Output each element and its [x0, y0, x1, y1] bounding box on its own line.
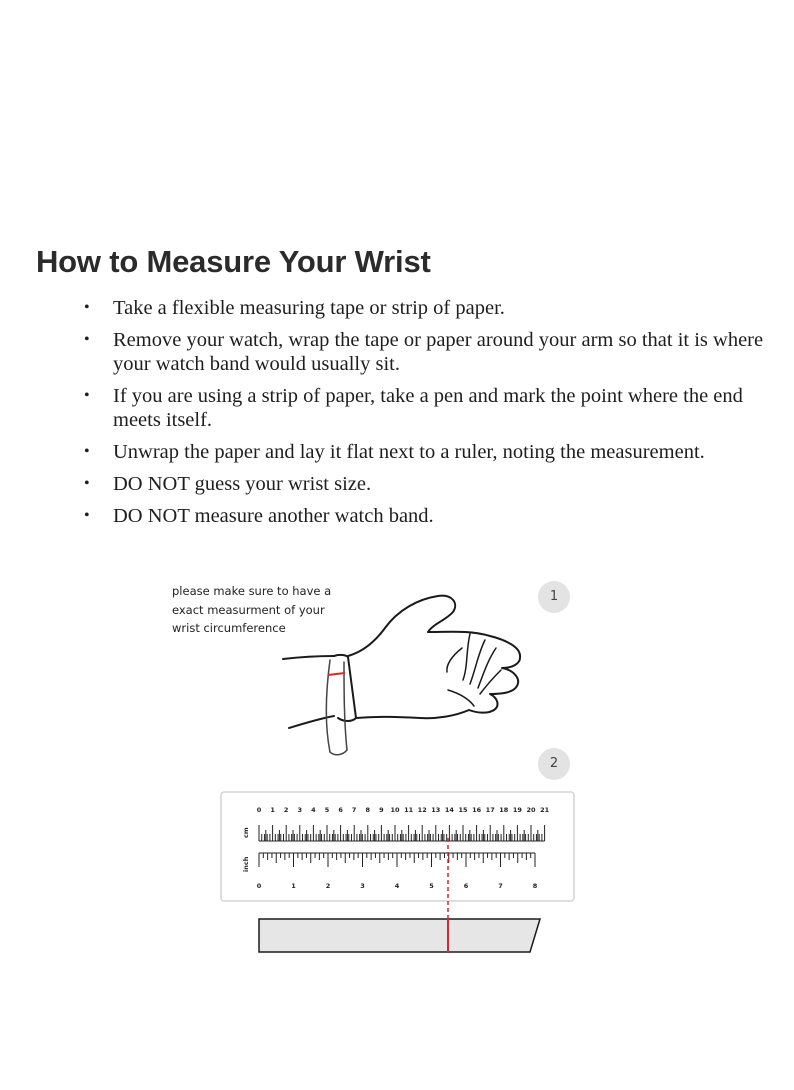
cm-label: 2	[283, 806, 289, 814]
inch-label: 5	[429, 882, 434, 890]
page-title: How to Measure Your Wrist	[36, 244, 431, 279]
inch-label: 3	[360, 882, 365, 890]
cm-label: 13	[431, 806, 441, 814]
inch-unit-label: inch	[242, 856, 250, 872]
cm-label: 10	[390, 806, 400, 814]
cm-label: 14	[444, 806, 454, 814]
note-line: wrist circumference	[172, 621, 286, 635]
hand-illustration	[283, 596, 520, 755]
inch-label: 0	[256, 882, 262, 890]
cm-label: 15	[458, 806, 468, 814]
cm-label: 7	[351, 806, 357, 814]
note-line: please make sure to have a	[172, 584, 332, 598]
cm-label: 4	[311, 806, 316, 814]
cm-label: 18	[499, 806, 509, 814]
wrist-mark	[328, 673, 345, 675]
inch-label: 7	[498, 882, 503, 890]
list-item: • Take a flexible measuring tape or strip of paper.	[84, 296, 764, 320]
cm-label: 19	[512, 806, 522, 814]
inch-label: 8	[532, 882, 538, 890]
cm-label: 16	[472, 806, 482, 814]
cm-label: 20	[526, 806, 536, 814]
list-item: • Unwrap the paper and lay it flat next to a ruler, noting the measurement.	[84, 440, 764, 464]
list-item: • DO NOT measure another watch band.	[84, 504, 764, 528]
cm-label: 5	[324, 806, 330, 814]
cm-unit-label: cm	[242, 827, 250, 838]
cm-label: 11	[404, 806, 414, 814]
cm-label: 9	[379, 806, 384, 814]
step-2-badge: 2	[538, 748, 570, 780]
inch-label: 6	[463, 882, 469, 890]
cm-label: 3	[297, 806, 303, 814]
cm-label: 17	[485, 806, 495, 814]
list-item: • Remove your watch, wrap the tape or paper around your arm so that it is where your watch band would usually sit.	[84, 328, 764, 376]
cm-label: 6	[338, 806, 343, 814]
list-item: • If you are using a strip of paper, take a pen and mark the point where the end meets itself.	[84, 384, 764, 432]
list-item: • DO NOT guess your wrist size.	[84, 472, 764, 496]
inch-label: 4	[394, 882, 400, 890]
cm-label: 8	[365, 806, 371, 814]
cm-label: 0	[256, 806, 262, 814]
cm-label: 12	[417, 806, 427, 814]
cm-label: 1	[270, 806, 275, 814]
paper-strip	[259, 919, 540, 952]
inch-label: 2	[325, 882, 331, 890]
cm-label: 21	[540, 806, 550, 814]
step-1-badge: 1	[538, 581, 570, 613]
note-line: exact measurment of your	[172, 602, 325, 617]
inch-label: 1	[291, 882, 296, 890]
